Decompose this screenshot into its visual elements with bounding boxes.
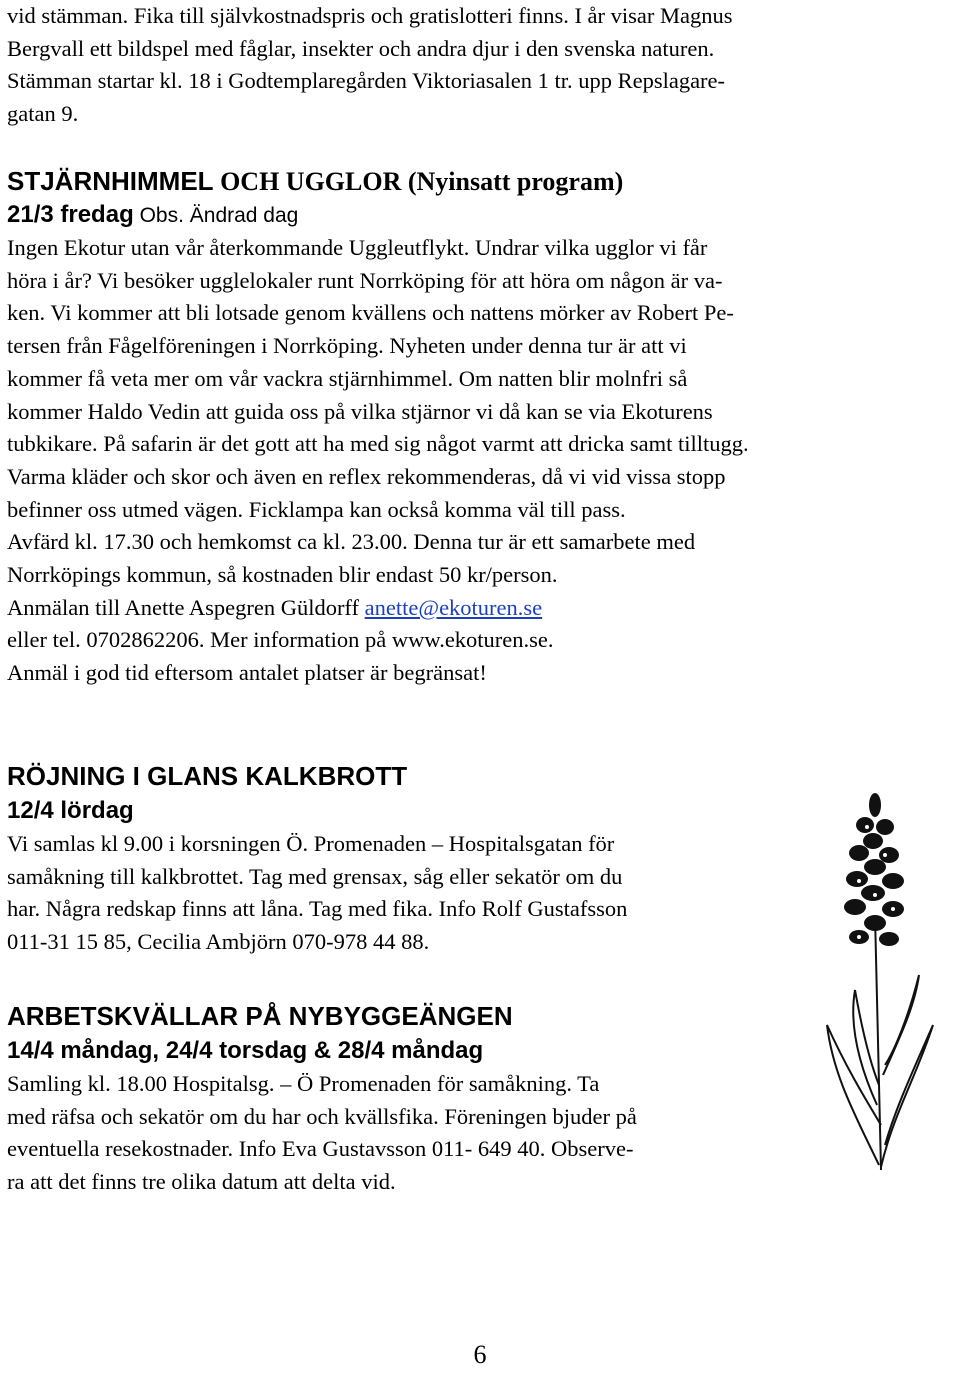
section-arbetskvallar	[7, 998, 807, 1199]
orchid-illustration	[815, 775, 945, 1175]
text-line: med räfsa och sekatör om du har och kvällsfika. Föreningen bjuder på	[7, 1103, 637, 1129]
intro-paragraph	[7, 0, 733, 131]
date-text: 21/3 fredag	[7, 201, 134, 228]
text-line: eller tel. 0702862206. Mer information på www.ekoturen.se.	[7, 627, 554, 653]
text-line	[7, 592, 749, 625]
text-line: eventuella resekostnader. Info Eva Gustavsson 011- 649 40. Observe-	[7, 1136, 634, 1162]
text-line: gatan 9.	[7, 101, 79, 127]
text-line: befinner oss utmed vägen. Ficklampa kan också komma väl till pass.	[7, 496, 626, 522]
section-rojning	[7, 758, 807, 959]
text-line: tubkikare. På safarin är det gott att ha med sig något varmt att dricka samt tilltugg.	[7, 431, 749, 457]
text-line: höra i år? Vi besöker ugglelokaler runt Norrköping för att höra om någon är va-	[7, 267, 723, 293]
text-part: Anmälan till Anette Aspegren Güldorff	[7, 594, 365, 620]
text-line: ken. Vi kommer att bli lotsade genom kvällens och nattens mörker av Robert Pe-	[7, 300, 734, 326]
section-date: 14/4 måndag, 24/4 torsdag & 28/4 måndag	[7, 1037, 484, 1064]
section-stjarnhimmel	[7, 163, 749, 690]
section-title: RÖJNING I GLANS KALKBROTT	[7, 761, 408, 791]
text-line: Bergvall ett bildspel med fåglar, insekter och andra djur i den svenska naturen.	[7, 35, 715, 61]
section-body	[7, 1068, 807, 1199]
section-date	[7, 198, 749, 233]
page-number: 6	[473, 1340, 487, 1369]
text-line: Stämman startar kl. 18 i Godtemplaregården Viktoriasalen 1 tr. upp Repslagare-	[7, 68, 726, 94]
text-line: Avfärd kl. 17.30 och hemkomst ca kl. 23.00. Denna tur är ett samarbete med	[7, 529, 696, 555]
section-title: ARBETSKVÄLLAR PÅ NYBYGGEÄNGEN	[7, 1001, 513, 1031]
text-line: Samling kl. 18.00 Hospitalsg. – Ö Promenaden för samåkning. Ta	[7, 1071, 600, 1096]
text-line: tersen från Fågelföreningen i Norrköping. Nyheten under denna tur är att vi	[7, 333, 687, 359]
text-line: har. Några redskap finns att låna. Tag med fika. Info Rolf Gustafsson	[7, 896, 628, 922]
title-part: STJÄRNHIMMEL	[7, 166, 214, 196]
text-line: kommer få veta mer om vår vackra stjärnhimmel. Om natten blir molnfri så	[7, 365, 688, 391]
section-title	[7, 163, 749, 200]
text-line: vid stämman. Fika till självkostnadspris och gratislotteri finns. I år visar Magnus	[7, 3, 733, 28]
section-date: 12/4 lördag	[7, 797, 134, 824]
text-line: Vi samlas kl 9.00 i korsningen Ö. Promenaden – Hospitalsgatan för	[7, 831, 615, 856]
text-line: ra att det finns tre olika datum att delta vid.	[7, 1169, 396, 1195]
text-line: Anmäl i god tid eftersom antalet platser är begränsat!	[7, 660, 487, 686]
text-line: kommer Haldo Vedin att guida oss på vilka stjärnor vi då kan se via Ekoturens	[7, 398, 713, 424]
title-part: OCH UGGLOR (Nyinsatt program)	[213, 167, 624, 196]
text-line: Varma kläder och skor och även en reflex rekommenderas, då vi vid vissa stopp	[7, 463, 726, 489]
text-line: samåkning till kalkbrottet. Tag med grensax, såg eller sekatör om du	[7, 863, 623, 889]
section-body	[7, 828, 807, 959]
text-line: 011-31 15 85, Cecilia Ambjörn 070-978 44 88.	[7, 929, 430, 955]
text-line: Norrköpings kommun, så kostnaden blir endast 50 kr/person.	[7, 562, 558, 588]
section-body	[7, 232, 749, 690]
email-link[interactable]: anette@ekoturen.se	[364, 594, 543, 620]
date-note: Obs. Ändrad dag	[133, 204, 299, 227]
text-line: Ingen Ekotur utan vår återkommande Uggleutflykt. Undrar vilka ugglor vi får	[7, 235, 708, 260]
